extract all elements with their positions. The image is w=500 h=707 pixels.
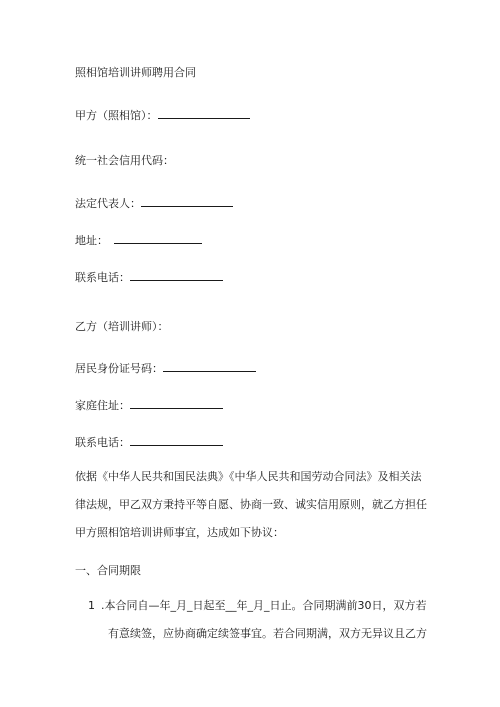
preamble-paragraph bbox=[75, 463, 429, 547]
party-a-phone-label: 联系电话： bbox=[75, 271, 130, 284]
address-row bbox=[75, 232, 202, 248]
party-a-phone-row bbox=[75, 269, 223, 285]
id-number-row bbox=[75, 360, 256, 376]
address-blank[interactable] bbox=[114, 232, 202, 244]
party-a-phone-blank[interactable] bbox=[130, 269, 223, 281]
legal-rep-blank[interactable] bbox=[141, 195, 233, 207]
credit-code-label: 统一社会信用代码： bbox=[75, 154, 174, 167]
preamble-line-3: 甲方照相馆培训讲师事宜，达成如下协议： bbox=[75, 526, 284, 539]
id-number-label: 居民身份证号码： bbox=[75, 362, 163, 375]
party-b-label: 乙方（培训讲师）： bbox=[75, 320, 169, 333]
party-b-phone-label: 联系电话： bbox=[75, 436, 130, 449]
id-number-blank[interactable] bbox=[163, 360, 256, 372]
clause-1-line-1 bbox=[88, 592, 427, 620]
clause-1-number: 1 bbox=[88, 599, 95, 612]
document-title: 照相馆培训讲师聘用合同 bbox=[75, 66, 196, 79]
credit-code-row bbox=[75, 154, 174, 168]
home-address-blank[interactable] bbox=[130, 397, 223, 409]
section-1-heading: 一、合同期限 bbox=[75, 564, 141, 577]
address-label: 地址： bbox=[75, 234, 108, 247]
party-b-phone-row bbox=[75, 434, 223, 450]
legal-rep-label: 法定代表人： bbox=[75, 197, 141, 210]
preamble-line-1: 依据《中华人民共和国民法典》《中华人民共和国劳动合同法》及相关法 bbox=[75, 470, 422, 483]
legal-rep-row bbox=[75, 195, 233, 211]
party-a-row bbox=[75, 107, 250, 123]
party-b-phone-blank[interactable] bbox=[130, 434, 223, 446]
clause-1-line-2: 有意续签，应协商确定续签事宜。若合同期满，双方无异议且乙方 bbox=[108, 627, 427, 640]
preamble-line-2: 律法规，甲乙双方秉持平等自愿、协商一致、诚实信用原则，就乙方担任 bbox=[75, 498, 427, 511]
party-b-row bbox=[75, 320, 169, 334]
party-a-blank[interactable] bbox=[158, 107, 250, 119]
clause-1-text-1: .本合同自—年_月_日起至__年_月_日止。合同期满前30日，双方若 bbox=[101, 599, 427, 612]
party-a-label: 甲方（照相馆）： bbox=[75, 109, 158, 122]
home-address-row bbox=[75, 397, 223, 413]
home-address-label: 家庭住址： bbox=[75, 399, 130, 412]
